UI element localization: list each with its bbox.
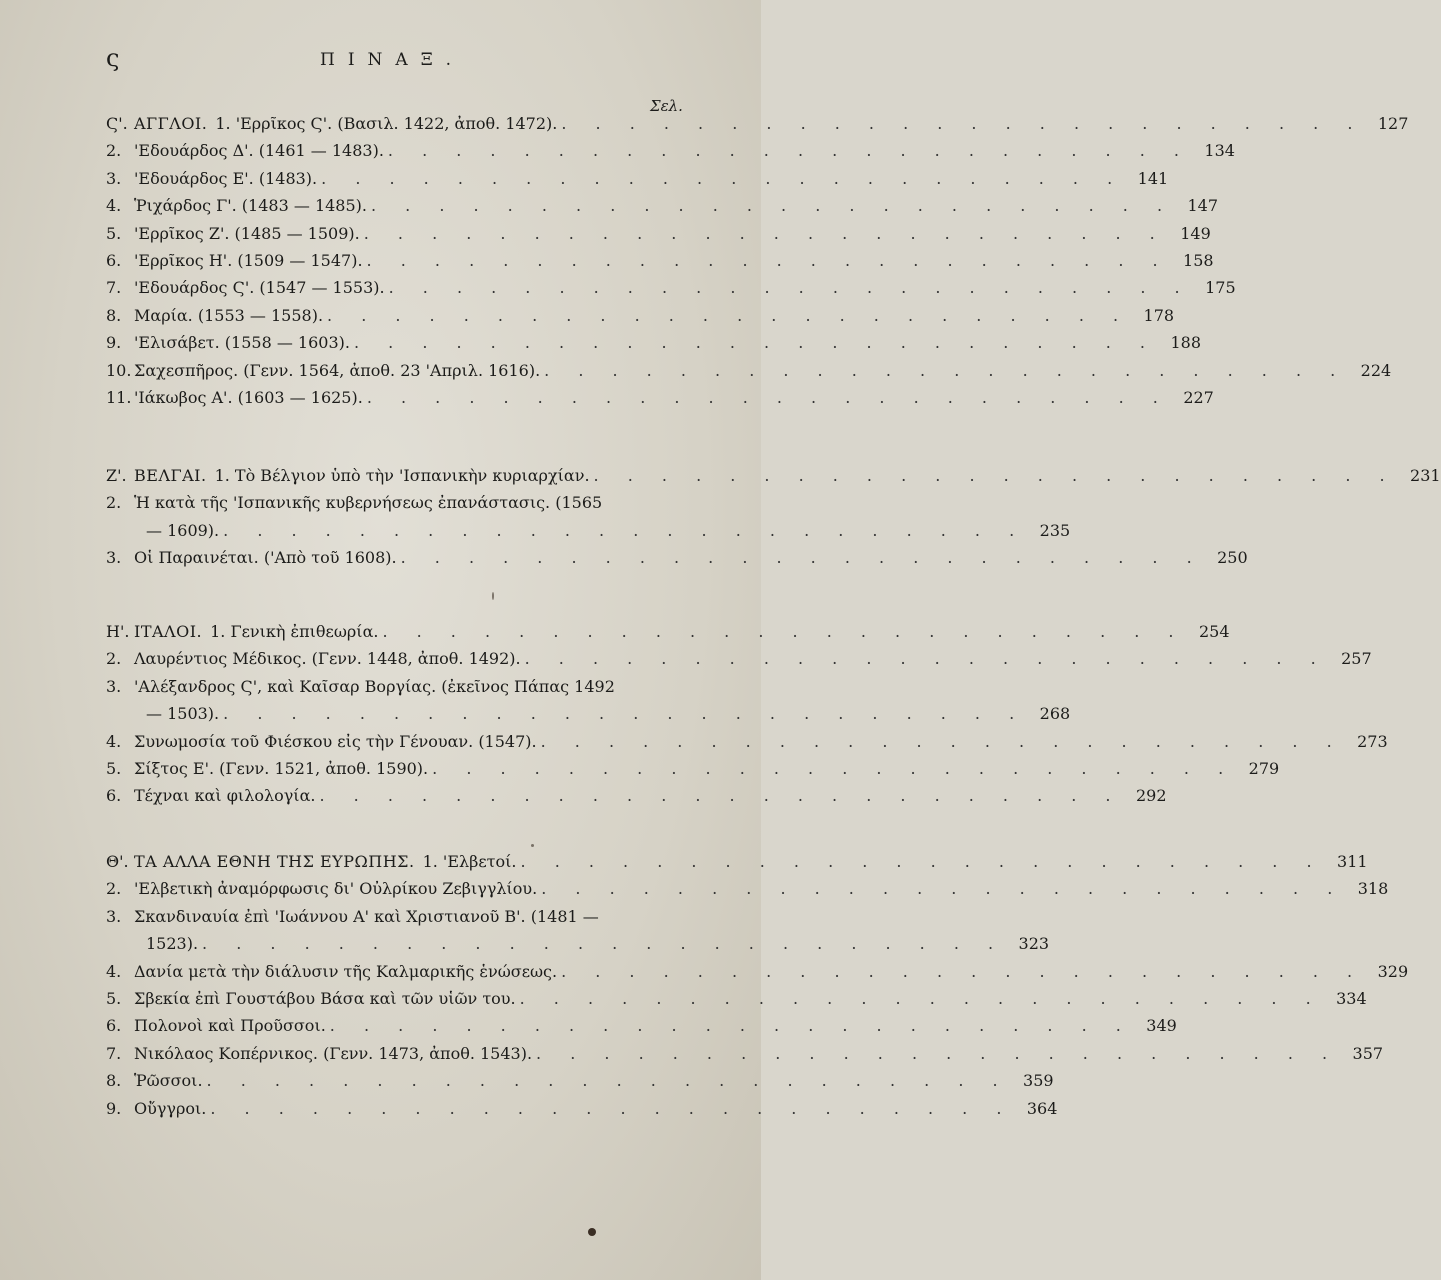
toc-entry [106, 466, 1441, 485]
toc-leader-dots: . . . . . . . . . . . . . . . . . . . . . . . . [319, 786, 1123, 805]
toc-entry-title: Ῥῶσσοι. [134, 1071, 203, 1090]
toc-leader-dots: . . . . . . . . . . . . . . . . . . . . . . . . [366, 251, 1170, 270]
toc-leader-dots: . . . . . . . . . . . . . . . . . . . . . . . . [520, 852, 1324, 871]
toc-entry-title: Νικόλαος Κοπέρνικος. (Γενν. 1473, ἀποθ. 1543). [134, 1044, 533, 1063]
toc-entry-title: 1. 'Ερρῖκος Ϛ'. (Βασιλ. 1422, ἀποθ. 1472). [215, 114, 558, 133]
toc-entry [106, 278, 1236, 297]
toc-entry [106, 388, 1214, 407]
toc-entry-title: Λαυρέντιος Μέδικος. (Γενν. 1448, ἀποθ. 1492). [134, 649, 521, 668]
toc-page-number: 149 [1180, 224, 1211, 243]
toc-entry-number: Η'. [106, 622, 130, 641]
toc-leader-dots: . . . . . . . . . . . . . . . . . . . . . . . . [223, 704, 1027, 723]
toc-entry-number: 6. [106, 251, 122, 270]
toc-leader-dots: . . . . . . . . . . . . . . . . . . . . . . . . [593, 466, 1397, 485]
toc-page-number: 318 [1357, 879, 1389, 898]
toc-leader-dots: . . . . . . . . . . . . . . . . . . . . . . . . [223, 521, 1027, 540]
toc-section-heading: ΒΕΛΓΑΙ. [134, 466, 207, 485]
toc-entry [106, 548, 1248, 567]
toc-entry [106, 141, 1235, 160]
toc-entry-title: Ἡ κατὰ τῆς 'Ισπανικῆς κυβερνήσεως ἐπανάστασις. (1565 [134, 493, 603, 512]
toc-leader-dots: . . . . . . . . . . . . . . . . . . . . . . . . [363, 224, 1167, 243]
ink-speck [531, 844, 534, 847]
toc-leader-dots: . . . . . . . . . . . . . . . . . . . . . . . . [202, 934, 1006, 953]
toc-entry [106, 879, 1389, 898]
ink-speck [588, 1228, 596, 1236]
page-number: ς [106, 44, 120, 72]
toc-leader-dots: . . . . . . . . . . . . . . . . . . . . . . . . [327, 306, 1131, 325]
toc-page-number: 329 [1377, 962, 1409, 981]
toc-leader-dots: . . . . . . . . . . . . . . . . . . . . . . . . [524, 649, 1328, 668]
toc-entry-title: 'Εδουάρδος Ε'. (1483). [134, 169, 318, 188]
toc-leader-dots: . . . . . . . . . . . . . . . . . . . . . . . . [519, 989, 1323, 1008]
page-title: ΠΙΝΑΞ. [320, 50, 465, 70]
toc-entry-title: Οὔγγροι. [134, 1099, 207, 1118]
toc-page-number: 323 [1018, 934, 1050, 953]
toc-page-number: 334 [1336, 989, 1367, 1008]
toc-entry [106, 907, 691, 926]
toc-entry-number: 4. [106, 962, 122, 981]
toc-section-heading: ΙΤΑΛΟΙ. [134, 622, 203, 641]
toc-entry-number: 6. [106, 786, 122, 805]
toc-entry [106, 224, 1211, 243]
toc-entry-title: Σαχεσπῆρος. (Γενν. 1564, ἀποθ. 23 'Απριλ. 1616). [134, 361, 541, 380]
toc-page-number: 158 [1183, 251, 1214, 270]
toc-leader-dots: . . . . . . . . . . . . . . . . . . . . . . . . [432, 759, 1236, 778]
toc-leader-dots: . . . . . . . . . . . . . . . . . . . . . . . . [561, 962, 1365, 981]
toc-entry-number: 5. [106, 759, 122, 778]
toc-entry-number: 3. [106, 548, 122, 567]
toc-entry [106, 677, 691, 696]
toc-entry [106, 333, 1202, 352]
toc-entry [106, 1099, 1058, 1118]
toc-leader-dots: . . . . . . . . . . . . . . . . . . . . . . . . [561, 114, 1365, 133]
toc-page-number: 231 [1410, 466, 1441, 485]
toc-entry-title: Σβεκία ἐπὶ Γουστάβου Βάσα καὶ τῶν υἱῶν του. [134, 989, 516, 1008]
toc-entry-number: 2. [106, 141, 122, 160]
toc-entry-number: 3. [106, 907, 122, 926]
toc-page-number: 127 [1377, 114, 1409, 133]
toc-entry [106, 786, 1167, 805]
toc-entry [106, 361, 1392, 380]
toc-entry [106, 306, 1175, 325]
toc-page-number: 279 [1248, 759, 1280, 778]
toc-entry [106, 759, 1280, 778]
toc-page-number: 268 [1039, 704, 1071, 723]
toc-entry-title: Δανία μετὰ τὴν διάλυσιν τῆς Καλμαρικῆς ἑνώσεως. [134, 962, 558, 981]
toc-page-number: 134 [1204, 141, 1235, 160]
toc-entry-number: 8. [106, 306, 122, 325]
toc-leader-dots: . . . . . . . . . . . . . . . . . . . . . . . . [382, 622, 1186, 641]
toc-entry-title: 'Ερρῖκος Η'. (1509 — 1547). [134, 251, 363, 270]
toc-leader-dots: . . . . . . . . . . . . . . . . . . . . . . . . [366, 388, 1170, 407]
toc-entry-title: 'Εδουάρδος Ϛ'. (1547 — 1553). [134, 278, 385, 297]
toc-entry-number: 2. [106, 879, 122, 898]
toc-entry-number: 5. [106, 224, 122, 243]
toc-entry-title: 1. Τὸ Βέλγιον ὑπὸ τὴν 'Ισπανικὴν κυριαρχίαν. [214, 466, 590, 485]
toc-entry [106, 962, 1409, 981]
toc-page-number: 359 [1023, 1071, 1054, 1090]
toc-entry-title: 'Ελισάβετ. (1558 — 1603). [134, 333, 350, 352]
toc-entry-number: 10. [106, 361, 132, 380]
toc-section-heading: ΑΓΓΛΟΙ. [134, 114, 208, 133]
toc-leader-dots: . . . . . . . . . . . . . . . . . . . . . . . . [544, 361, 1348, 380]
toc-entry-number: 5. [106, 989, 122, 1008]
toc-entry-continuation: 1523). [146, 934, 199, 953]
toc-entry-title: Σίξτος Ε'. (Γενν. 1521, ἀποθ. 1590). [134, 759, 429, 778]
toc-leader-dots: . . . . . . . . . . . . . . . . . . . . . . . . [536, 1044, 1340, 1063]
toc-page-number: 292 [1135, 786, 1167, 805]
toc-leader-dots: . . . . . . . . . . . . . . . . . . . . . . . . [400, 548, 1204, 567]
toc-leader-dots: . . . . . . . . . . . . . . . . . . . . . . . . [541, 879, 1345, 898]
toc-entry-number: 3. [106, 677, 122, 696]
toc-page-number: 175 [1205, 278, 1236, 297]
toc-page-number: 188 [1170, 333, 1202, 352]
toc-entry-continuation: — 1503). [146, 704, 220, 723]
toc-entry-title: Πολονοὶ καὶ Προῦσσοι. [134, 1016, 326, 1035]
toc-entry-title: Οἱ Παραινέται. ('Απὸ τοῦ 1608). [134, 548, 397, 567]
toc-entry-number: Ϛ'. [106, 114, 128, 133]
toc-entry-number: 9. [106, 333, 122, 352]
toc-entry-title: Συνωμοσία τοῦ Φιέσκου εἰς τὴν Γένουαν. (1547). [134, 732, 537, 751]
toc-entry-number: 7. [106, 278, 122, 297]
toc-leader-dots: . . . . . . . . . . . . . . . . . . . . . . . . [388, 278, 1192, 297]
toc-entry-number: 3. [106, 169, 122, 188]
toc-page-number: 141 [1137, 169, 1169, 188]
toc-page-number: 250 [1217, 548, 1248, 567]
toc-leader-dots: . . . . . . . . . . . . . . . . . . . . . . . . [321, 169, 1125, 188]
toc-entry-number: 6. [106, 1016, 122, 1035]
toc-entry [106, 989, 1367, 1008]
toc-entry-title: Ῥιχάρδος Γ'. (1483 — 1485). [134, 196, 367, 215]
page-column-label: Σελ. [650, 97, 683, 115]
toc-entry-title: 'Ιάκωβος Α'. (1603 — 1625). [134, 388, 363, 407]
toc-entry [106, 1044, 1384, 1063]
toc-page-number: 311 [1337, 852, 1368, 871]
toc-entry [146, 521, 1071, 540]
toc-entry-number: Θ'. [106, 852, 129, 871]
toc-leader-dots: . . . . . . . . . . . . . . . . . . . . . . . . [540, 732, 1344, 751]
toc-entry-number: 4. [106, 732, 122, 751]
toc-entry-number: Ζ'. [106, 466, 127, 485]
toc-section-heading: ΤΑ ΑΛΛΑ ΕΘΝΗ ΤΗΣ ΕΥΡΩΠΗΣ. [134, 852, 415, 871]
toc-entry-continuation: — 1609). [146, 521, 220, 540]
toc-leader-dots: . . . . . . . . . . . . . . . . . . . . . . . . [210, 1099, 1014, 1118]
toc-entry [106, 1016, 1177, 1035]
toc-leader-dots: . . . . . . . . . . . . . . . . . . . . . . . . [206, 1071, 1010, 1090]
toc-entry [106, 622, 1230, 641]
toc-entry-title: 'Ελβετικὴ ἀναμόρφωσις δι' Οὐλρίκου Ζεβιγγλίου. [134, 879, 538, 898]
toc-entry-number: 4. [106, 196, 122, 215]
toc-page-number: 357 [1352, 1044, 1384, 1063]
toc-entry-title: 'Εδουάρδος Δ'. (1461 — 1483). [134, 141, 384, 160]
toc-entry-number: 9. [106, 1099, 122, 1118]
toc-entry [106, 1071, 1054, 1090]
toc-page-number: 227 [1183, 388, 1214, 407]
toc-entry-title: 1. Γενικὴ ἐπιθεωρία. [210, 622, 379, 641]
toc-entry-number: 11. [106, 388, 132, 407]
toc-leader-dots: . . . . . . . . . . . . . . . . . . . . . . . . [353, 333, 1158, 352]
toc-page-number: 254 [1198, 622, 1230, 641]
toc-entry [106, 649, 1372, 668]
toc-page-number: 349 [1146, 1016, 1177, 1035]
toc-page-number: 178 [1143, 306, 1175, 325]
toc-entry-title: 'Ερρῖκος Ζ'. (1485 — 1509). [134, 224, 360, 243]
toc-entry [106, 852, 1368, 871]
toc-entry-number: 2. [106, 649, 122, 668]
toc-entry [146, 934, 1050, 953]
ink-speck [492, 592, 494, 600]
toc-entry-title: Σκανδιναυία ἐπὶ 'Ιωάννου Α' καὶ Χριστιανοῦ Β'. (1481 — [134, 907, 599, 926]
toc-entry [106, 196, 1219, 215]
toc-entry [106, 114, 1409, 133]
toc-leader-dots: . . . . . . . . . . . . . . . . . . . . . . . . [329, 1016, 1133, 1035]
toc-entry [106, 493, 691, 512]
toc-page-number: 364 [1026, 1099, 1058, 1118]
toc-page-number: 147 [1187, 196, 1219, 215]
toc-entry-title: Μαρία. (1553 — 1558). [134, 306, 324, 325]
toc-page-number: 273 [1357, 732, 1388, 751]
toc-page-number: 235 [1039, 521, 1071, 540]
toc-leader-dots: . . . . . . . . . . . . . . . . . . . . . . . . [370, 196, 1175, 215]
toc-entry-title: Τέχναι καὶ φιλολογία. [134, 786, 316, 805]
toc-entry [106, 251, 1214, 270]
toc-entry [106, 732, 1388, 751]
toc-leader-dots: . . . . . . . . . . . . . . . . . . . . . . . . [387, 141, 1191, 160]
toc-page-number: 224 [1360, 361, 1392, 380]
toc-entry-number: 2. [106, 493, 122, 512]
toc-entry [106, 169, 1169, 188]
toc-entry-number: 8. [106, 1071, 122, 1090]
toc-entry-title: 'Αλέξανδρος Ϛ', καὶ Καῖσαρ Βοργίας. (ἐκεῖνος Πάπας 1492 [134, 677, 615, 696]
toc-page-number: 257 [1341, 649, 1372, 668]
toc-entry [146, 704, 1071, 723]
toc-entry-number: 7. [106, 1044, 122, 1063]
toc-entry-title: 1. 'Ελβετοί. [422, 852, 517, 871]
